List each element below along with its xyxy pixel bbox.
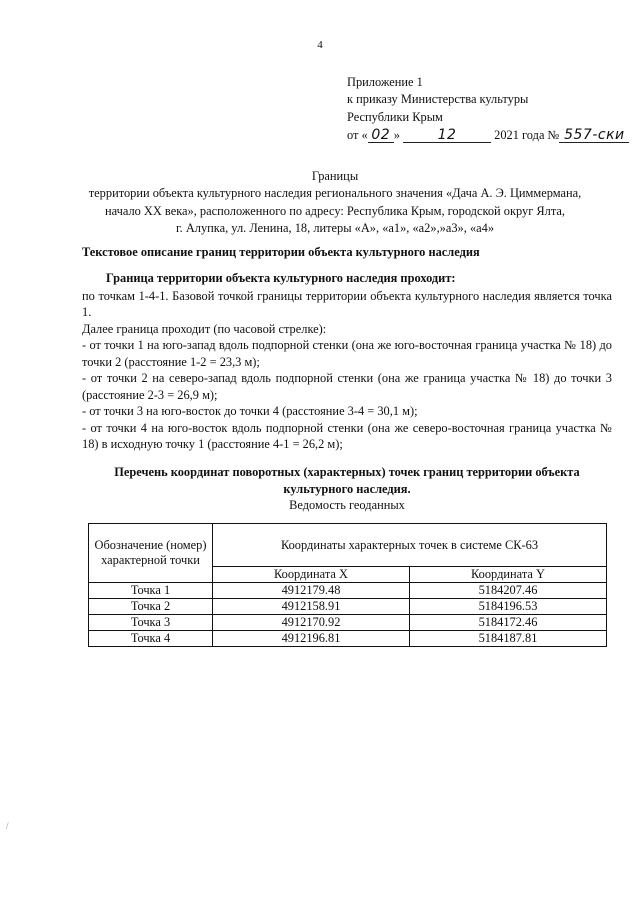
boundary-subheading: Граница территории объекта культурного наследия проходит: <box>106 271 456 285</box>
date-suffix: 2021 года № <box>491 128 560 143</box>
boundary-paragraph: по точкам 1-4-1. Базовой точкой границы территории объекта культурного наследия является точка 1. <box>82 288 612 319</box>
appendix-header <box>347 74 627 144</box>
order-number-handwritten: 557-ски <box>559 126 629 143</box>
section-heading: Текстовое описание границ территории объекта культурного наследия <box>82 245 480 259</box>
cell-x: 4912179.48 <box>213 583 410 599</box>
date-mid: » <box>393 128 404 143</box>
table-row <box>89 614 607 630</box>
table-row <box>89 583 607 599</box>
boundary-paragraph: - от точки 2 на северо-запад вдоль подпорной стенки (она же граница участка № 18) до точки 3 (расстояние 2-3 = 26,9 м); <box>82 371 612 402</box>
cell-y: 5184196.53 <box>409 598 606 614</box>
table-row <box>89 630 607 646</box>
date-day-handwritten: 02 <box>368 126 394 143</box>
appendix-title: Приложение 1 <box>347 75 423 89</box>
page-number: 4 <box>317 39 323 51</box>
cell-point: Точка 2 <box>89 598 213 614</box>
appendix-order-ref: к приказу Министерства культуры <box>347 92 529 107</box>
header-y: Координата Y <box>409 567 606 583</box>
cell-y: 5184187.81 <box>409 630 606 646</box>
cell-point: Точка 4 <box>89 630 213 646</box>
table-header-row <box>89 524 607 567</box>
coordinates-table <box>88 523 607 647</box>
title-heading: Границы <box>311 169 359 183</box>
boundary-paragraph: - от точки 4 на юго-восток вдоль подпорной стенки (она же северо-восточная граница участка № 18) в исходную точку 1 (расстояние 4-1 = 26,2 м); <box>82 420 612 451</box>
cell-x: 4912196.81 <box>213 630 410 646</box>
cell-y: 5184172.46 <box>409 614 606 630</box>
cell-y: 5184207.46 <box>409 583 606 599</box>
title-line-3: г. Алупка, ул. Ленина, 18, литеры «А», «а1», «а2»,»а3», «а4» <box>175 221 495 236</box>
cell-point: Точка 3 <box>89 614 213 630</box>
header-point: Обозначение (номер) характерной точки <box>89 524 213 583</box>
cell-x: 4912170.92 <box>213 614 410 630</box>
boundary-description <box>82 270 612 453</box>
cell-x: 4912158.91 <box>213 598 410 614</box>
boundary-paragraph: Далее граница проходит (по часовой стрелке): <box>82 321 327 336</box>
scan-mark: / <box>6 821 9 831</box>
table-row <box>89 598 607 614</box>
date-prefix: от « <box>347 128 368 143</box>
appendix-date-line <box>347 126 627 144</box>
header-coordinates: Координаты характерных точек в системе СК-63 <box>213 524 607 567</box>
header-x: Координата X <box>213 567 410 583</box>
date-month-handwritten: 12 <box>403 126 491 143</box>
coordinates-list-title: Перечень координат поворотных (характерных) точек границ территории объекта культурного наследия. <box>114 465 580 497</box>
appendix-region: Республики Крым <box>347 109 443 124</box>
title-line-2: начало XX века», расположенного по адресу: Республика Крым, городской округ Ялта, <box>104 203 566 218</box>
title-line-1: территории объекта культурного наследия регионального значения «Дача А. Э. Циммермана, <box>88 186 582 201</box>
boundary-paragraph: - от точки 3 на юго-восток до точки 4 (расстояние 3-4 = 30,1 м); <box>82 404 418 418</box>
boundary-paragraph: - от точки 1 на юго-запад вдоль подпорной стенки (она же юго-восточная граница участка № 18) до точки 2 (расстояние 1-2 = 23,3 м); <box>82 338 612 369</box>
cell-point: Точка 1 <box>89 583 213 599</box>
coordinates-list-subtitle: Ведомость геоданных <box>289 498 405 512</box>
document-title <box>70 168 600 237</box>
